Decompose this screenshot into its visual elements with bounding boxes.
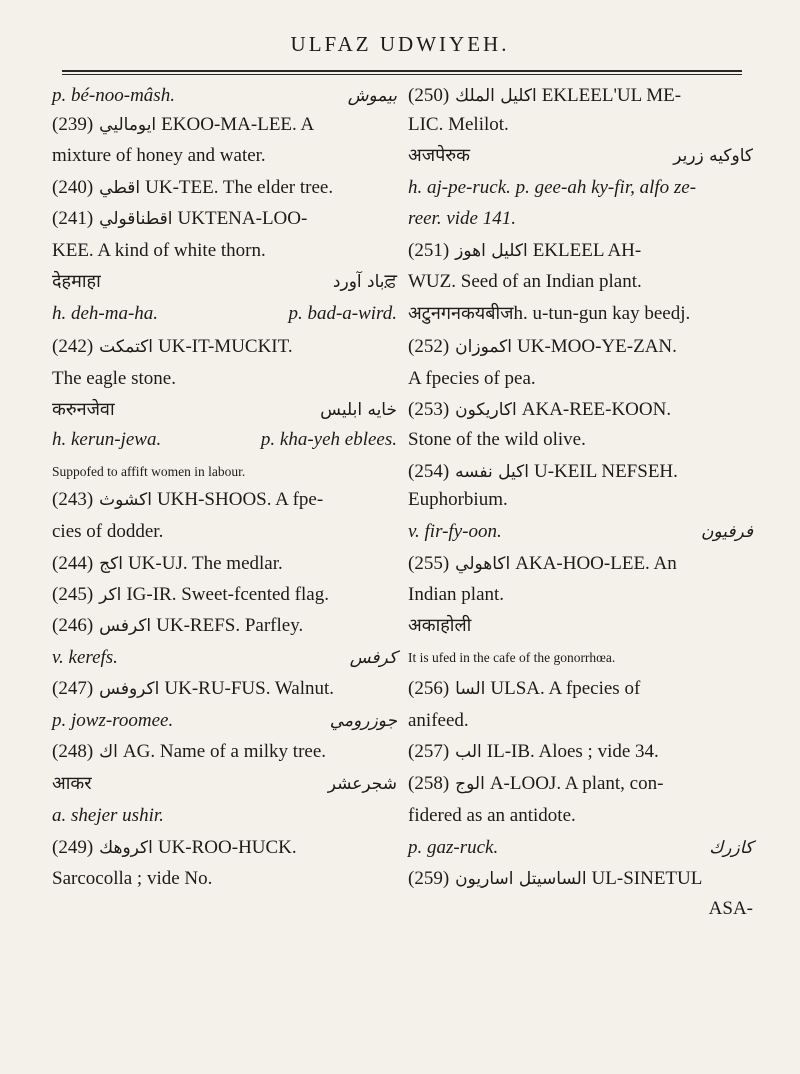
arabic-word: ايوماليي — [99, 115, 157, 135]
arabic-word: كازرك — [709, 838, 753, 858]
arabic-word: اكروهك — [99, 838, 153, 858]
text-line — [408, 302, 753, 326]
entry-text: EKLEEL AH- — [532, 240, 642, 261]
arabic-word: السا — [455, 679, 486, 699]
arabic-word: اكروفس — [99, 679, 160, 699]
entry-text: ਫ਼ — [384, 271, 397, 292]
text-line — [408, 488, 753, 512]
entry-number: (250) — [408, 85, 450, 106]
text-line — [52, 270, 397, 294]
entry-number: (244) — [52, 553, 94, 574]
arabic-word: اقطي — [99, 178, 141, 198]
arabic-word: اكشوث — [99, 490, 152, 510]
entry-text: ULSA. A fpecies of — [490, 678, 641, 699]
entry-text: A-LOOJ. A plant, con- — [489, 773, 664, 794]
text-line — [52, 583, 397, 607]
arabic-word: اكر — [99, 585, 122, 605]
entry-text: p. bad-a-wird. — [288, 303, 397, 324]
arabic-word: اكج — [99, 554, 123, 574]
text-line — [408, 709, 753, 733]
entry-number: (249) — [52, 837, 94, 858]
entry-text: mixture of honey and water. — [52, 145, 266, 166]
arabic-word: اكليل الملك — [455, 86, 537, 106]
text-line — [408, 176, 753, 200]
text-line — [52, 335, 397, 359]
text-line — [52, 176, 397, 200]
entry-text: h. kerun-jewa. — [52, 429, 162, 450]
text-line — [408, 772, 753, 796]
text-line — [52, 84, 397, 108]
entry-number: (243) — [52, 489, 94, 510]
entry-text: The eagle stone. — [52, 368, 176, 389]
devanagari-word: अकाहोली — [408, 615, 472, 636]
entry-text: UK-RU-FUS. Walnut. — [164, 678, 335, 699]
text-line — [52, 867, 397, 891]
entry-number: (240) — [52, 177, 94, 198]
arabic-word: اقطناقولي — [99, 209, 173, 229]
text-line — [52, 367, 397, 391]
text-line — [52, 836, 397, 860]
entry-text: UK-IT-MUCKIT. — [158, 336, 293, 357]
text-line — [408, 84, 753, 108]
arabic-word: اكتمكت — [99, 337, 154, 357]
entry-text: U-KEIL NEFSEH. — [534, 461, 678, 482]
entry-number: (246) — [52, 615, 94, 636]
text-line — [52, 460, 397, 484]
entry-text: IG-IR. Sweet-fcented flag. — [126, 584, 329, 605]
arabic-word: اك — [99, 742, 118, 762]
entry-number: (252) — [408, 336, 450, 357]
entry-text: p. kha-yeh eblees. — [260, 429, 397, 450]
text-line — [408, 836, 753, 860]
entry-number: (241) — [52, 208, 94, 229]
text-line — [52, 239, 397, 263]
entry-text: p. gaz-ruck. — [408, 837, 499, 858]
entry-text: UK-ROO-HUCK. — [157, 837, 297, 858]
header-rule — [62, 70, 742, 72]
text-line — [52, 488, 397, 512]
text-line — [52, 740, 397, 764]
devanagari-word: आकर — [52, 773, 92, 794]
header-rule-thin — [62, 74, 742, 75]
entry-text: reer. vide 141. — [408, 208, 516, 229]
text-line — [408, 144, 753, 168]
entry-text: p. bé-noo-mâsh. — [52, 85, 175, 106]
text-line — [408, 740, 753, 764]
arabic-word: كرفس — [349, 648, 397, 668]
entry-text: cies of dodder. — [52, 521, 164, 542]
arabic-word: خايه ابليس — [320, 400, 397, 420]
text-line — [52, 302, 397, 326]
text-line — [408, 428, 753, 452]
text-line — [408, 804, 753, 828]
text-line — [52, 804, 397, 828]
entry-number: (259) — [408, 868, 450, 889]
entry-text: h. aj-pe-ruck. p. gee-ah ky-fir, alfo ze- — [408, 177, 697, 198]
text-line — [52, 677, 397, 701]
entry-text: h. u-tun-gun kay beedj. — [513, 303, 691, 324]
entry-text: WUZ. Seed of an Indian plant. — [408, 271, 642, 292]
text-line — [52, 398, 397, 422]
arabic-word: كاوكيه زرير — [673, 146, 753, 166]
text-line — [52, 772, 397, 796]
devanagari-word: अजपेरुक — [408, 145, 470, 166]
text-line — [408, 460, 753, 484]
entry-text: v. kerefs. — [52, 647, 118, 668]
entry-text: v. fir-fy-oon. — [408, 521, 502, 542]
text-line — [52, 614, 397, 638]
entry-number: (247) — [52, 678, 94, 699]
text-line — [408, 239, 753, 263]
entry-text: A fpecies of pea. — [408, 368, 536, 389]
arabic-word: باد آورد — [332, 272, 385, 292]
text-line — [52, 428, 397, 452]
entry-text: LIC. Melilot. — [408, 114, 509, 135]
entry-text: IL-IB. Aloes ; vide 34. — [486, 741, 659, 762]
entry-text: anifeed. — [408, 710, 469, 731]
text-line — [408, 207, 753, 231]
entry-number: (253) — [408, 399, 450, 420]
arabic-word: شجرعشر — [327, 774, 397, 794]
text-line — [408, 614, 753, 638]
text-line — [408, 398, 753, 422]
entry-number: (256) — [408, 678, 450, 699]
entry-number: (251) — [408, 240, 450, 261]
entry-text: Sarcocolla ; vide No. — [52, 868, 213, 889]
entry-number: (258) — [408, 773, 450, 794]
entry-number: (239) — [52, 114, 94, 135]
text-line — [408, 583, 753, 607]
text-line — [408, 520, 753, 544]
text-line — [52, 144, 397, 168]
arabic-word: اكاهولي — [455, 554, 511, 574]
arabic-word: اكرفس — [99, 616, 152, 636]
entry-text: It is ufed in the cafe of the gonorrhœa. — [408, 650, 616, 665]
entry-number: (245) — [52, 584, 94, 605]
entry-text: h. deh-ma-ha. — [52, 303, 159, 324]
text-line — [408, 897, 753, 921]
entry-text: Indian plant. — [408, 584, 505, 605]
arabic-word: اكاريكون — [455, 400, 517, 420]
entry-number: (255) — [408, 553, 450, 574]
entry-text: AKA-REE-KOON. — [521, 399, 672, 420]
arabic-word: فرفيون — [700, 522, 753, 542]
entry-number: (242) — [52, 336, 94, 357]
entry-text: Suppofed to affift women in labour. — [52, 464, 246, 479]
arabic-word: الوج — [455, 774, 485, 794]
entry-text: Stone of the wild olive. — [408, 429, 586, 450]
entry-number: (254) — [408, 461, 450, 482]
entry-text: a. shejer ushir. — [52, 805, 164, 826]
text-line — [52, 113, 397, 137]
text-line — [52, 646, 397, 670]
entry-text: Euphorbium. — [408, 489, 508, 510]
arabic-word: الب — [455, 742, 482, 762]
text-line — [52, 207, 397, 231]
entry-text: UKH-SHOOS. A fpe- — [156, 489, 324, 510]
running-head: ULFAZ UDWIYEH. — [290, 32, 510, 56]
entry-text: UK-TEE. The elder tree. — [145, 177, 334, 198]
text-line — [408, 113, 753, 137]
text-line — [408, 646, 753, 670]
entry-text: EKLEEL'UL ME- — [541, 85, 682, 106]
entry-text: UK-REFS. Parfley. — [156, 615, 304, 636]
entry-text: UKTENA-LOO- — [177, 208, 308, 229]
devanagari-word: करुनजेवा — [52, 399, 115, 420]
text-line — [408, 367, 753, 391]
entry-text: AKA-HOO-LEE. An — [515, 553, 677, 574]
arabic-word: اكموزان — [455, 337, 512, 357]
entry-text: KEE. A kind of white thorn. — [52, 240, 266, 261]
arabic-word: بيموش — [347, 86, 397, 106]
entry-text: UK-MOO-YE-ZAN. — [517, 336, 677, 357]
entry-text: UL-SINETUL — [591, 868, 703, 889]
entry-number: (248) — [52, 741, 94, 762]
entry-text: ASA- — [708, 898, 753, 919]
entry-text: AG. Name of a milky tree. — [122, 741, 327, 762]
entry-text: UK-UJ. The medlar. — [127, 553, 283, 574]
entry-text: p. jowz-roomee. — [52, 710, 174, 731]
entry-text: fidered as an antidote. — [408, 805, 576, 826]
entry-text: EKOO-MA-LEE. A — [161, 114, 315, 135]
arabic-word: اكليل اهوز — [455, 241, 528, 261]
devanagari-word: देहमाहा — [52, 271, 101, 292]
arabic-word: جوزرومي — [329, 711, 397, 731]
text-line — [52, 709, 397, 733]
text-line — [408, 270, 753, 294]
entry-number: (257) — [408, 741, 450, 762]
arabic-word: الساسيتل اساريون — [455, 869, 587, 889]
text-line — [52, 552, 397, 576]
text-line — [52, 520, 397, 544]
text-line — [408, 552, 753, 576]
text-line — [408, 677, 753, 701]
text-line — [408, 335, 753, 359]
arabic-word: اكيل نفسه — [455, 462, 529, 482]
devanagari-word: अटुनगनकयबीज — [408, 303, 514, 324]
text-line — [408, 867, 753, 891]
